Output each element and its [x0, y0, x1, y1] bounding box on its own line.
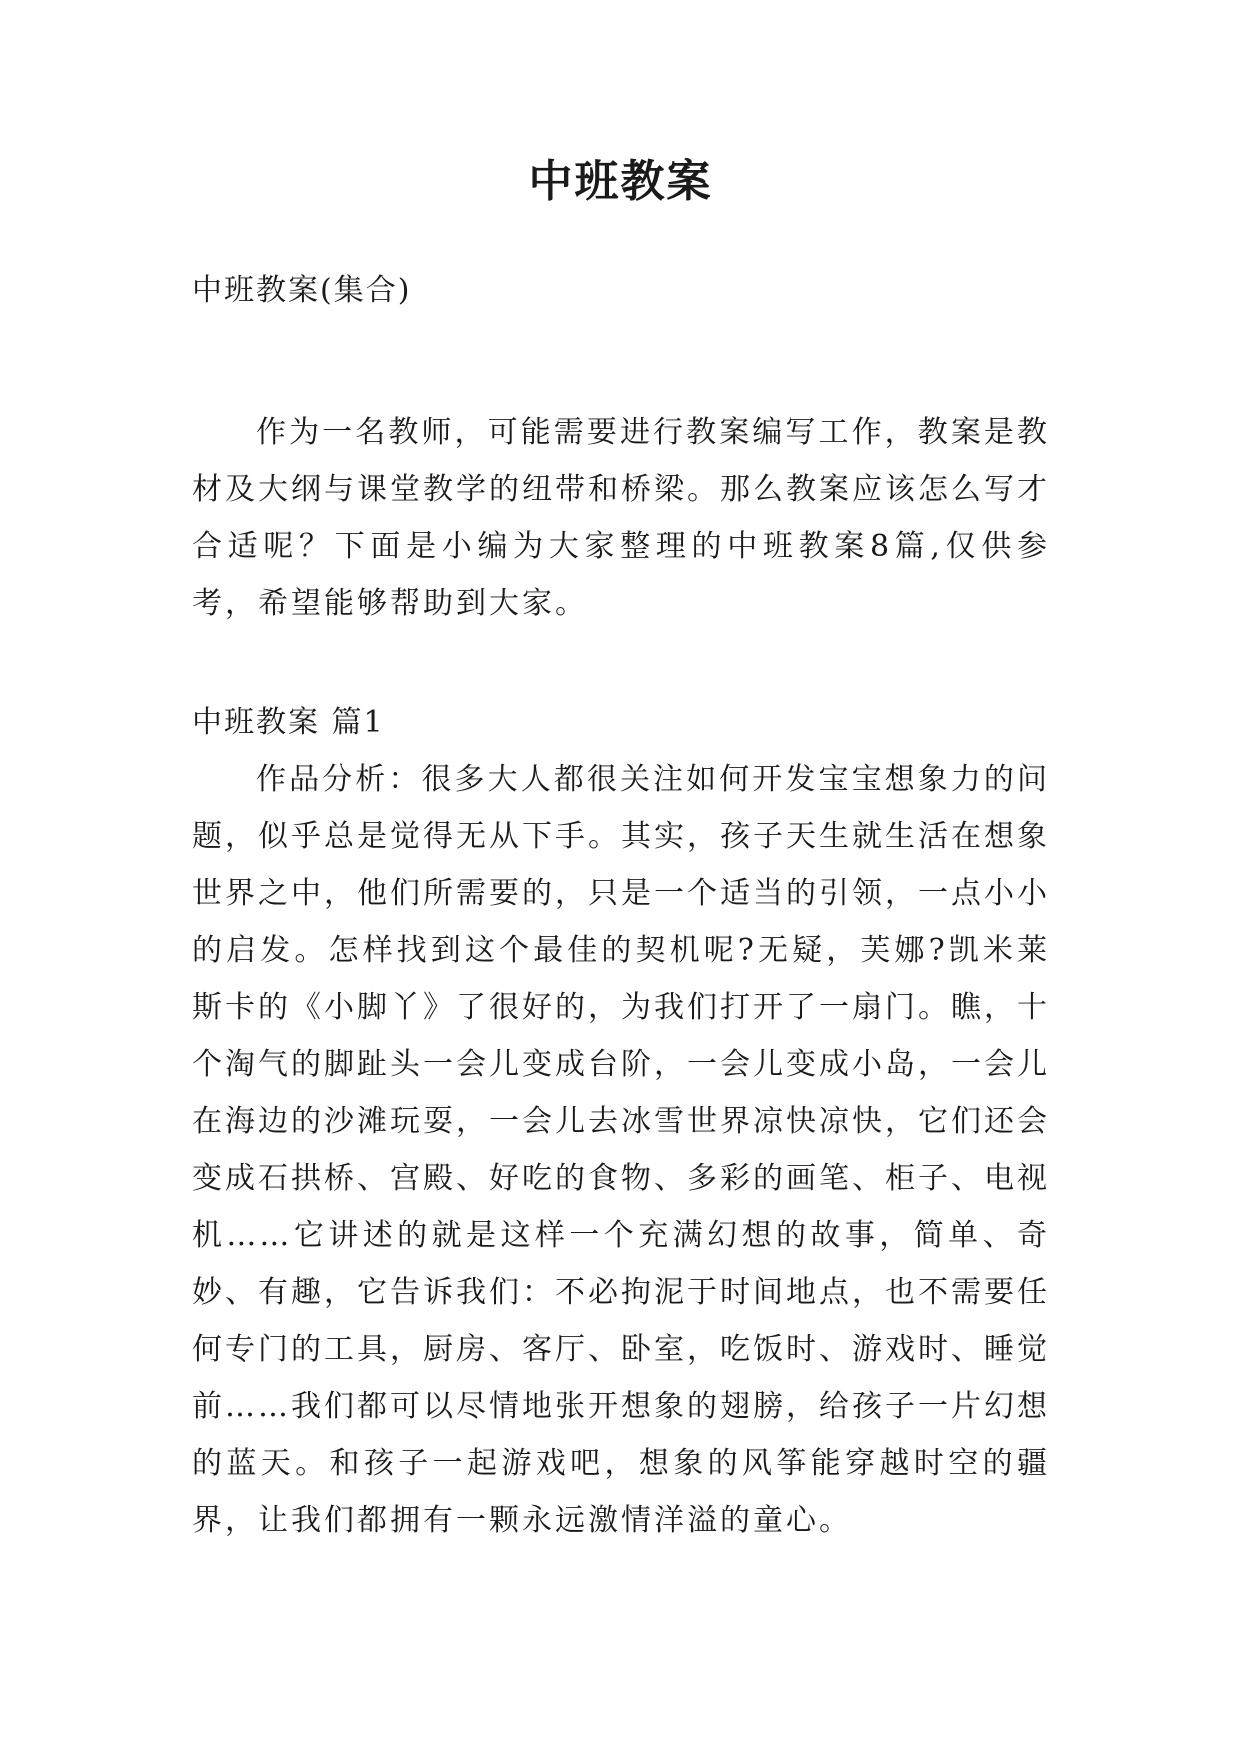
intro-paragraph: 作为一名教师，可能需要进行教案编写工作，教案是教材及大纲与课堂教学的纽带和桥梁。那么教案应该怎么写才合适呢？下面是小编为大家整理的中班教案8篇,仅供参考，希望能够帮助到大家。	[192, 415, 1050, 621]
section-paragraph: 作品分析：很多大人都很关注如何开发宝宝想象力的问题，似乎总是觉得无从下手。其实，孩子天生就生活在想象世界之中，他们所需要的，只是一个适当的引领，一点小小的启发。怎样找到这个最佳的契机呢?无疑，芙娜?凯米莱斯卡的《小脚丫》了很好的，为我们打开了一扇门。瞧，十个淘气的脚趾头一会儿变成台阶，一会儿变成小岛，一会儿在海边的沙滩玩耍，一会儿去冰雪世界凉快凉快，它们还会变成石拱桥、宫殿、好吃的食物、多彩的画笔、柜子、电视机……它讲述的就是这样一个充满幻想的故事，简单、奇妙、有趣，它告诉我们：不必拘泥于时间地点，也不需要任何专门的工具，厨房、客厅、卧室，吃饭时、游戏时、睡觉前……我们都可以尽情地张开想象的翅膀，给孩子一片幻想的蓝天。和孩子一起游戏吧，想象的风筝能穿越时空的疆界，让我们都拥有一颗永远激情洋溢的童心。	[192, 762, 1050, 1538]
document-title: 中班教案	[528, 156, 713, 207]
section-heading: 中班教案 篇1	[192, 705, 385, 740]
document-subtitle: 中班教案(集合)	[192, 273, 412, 308]
